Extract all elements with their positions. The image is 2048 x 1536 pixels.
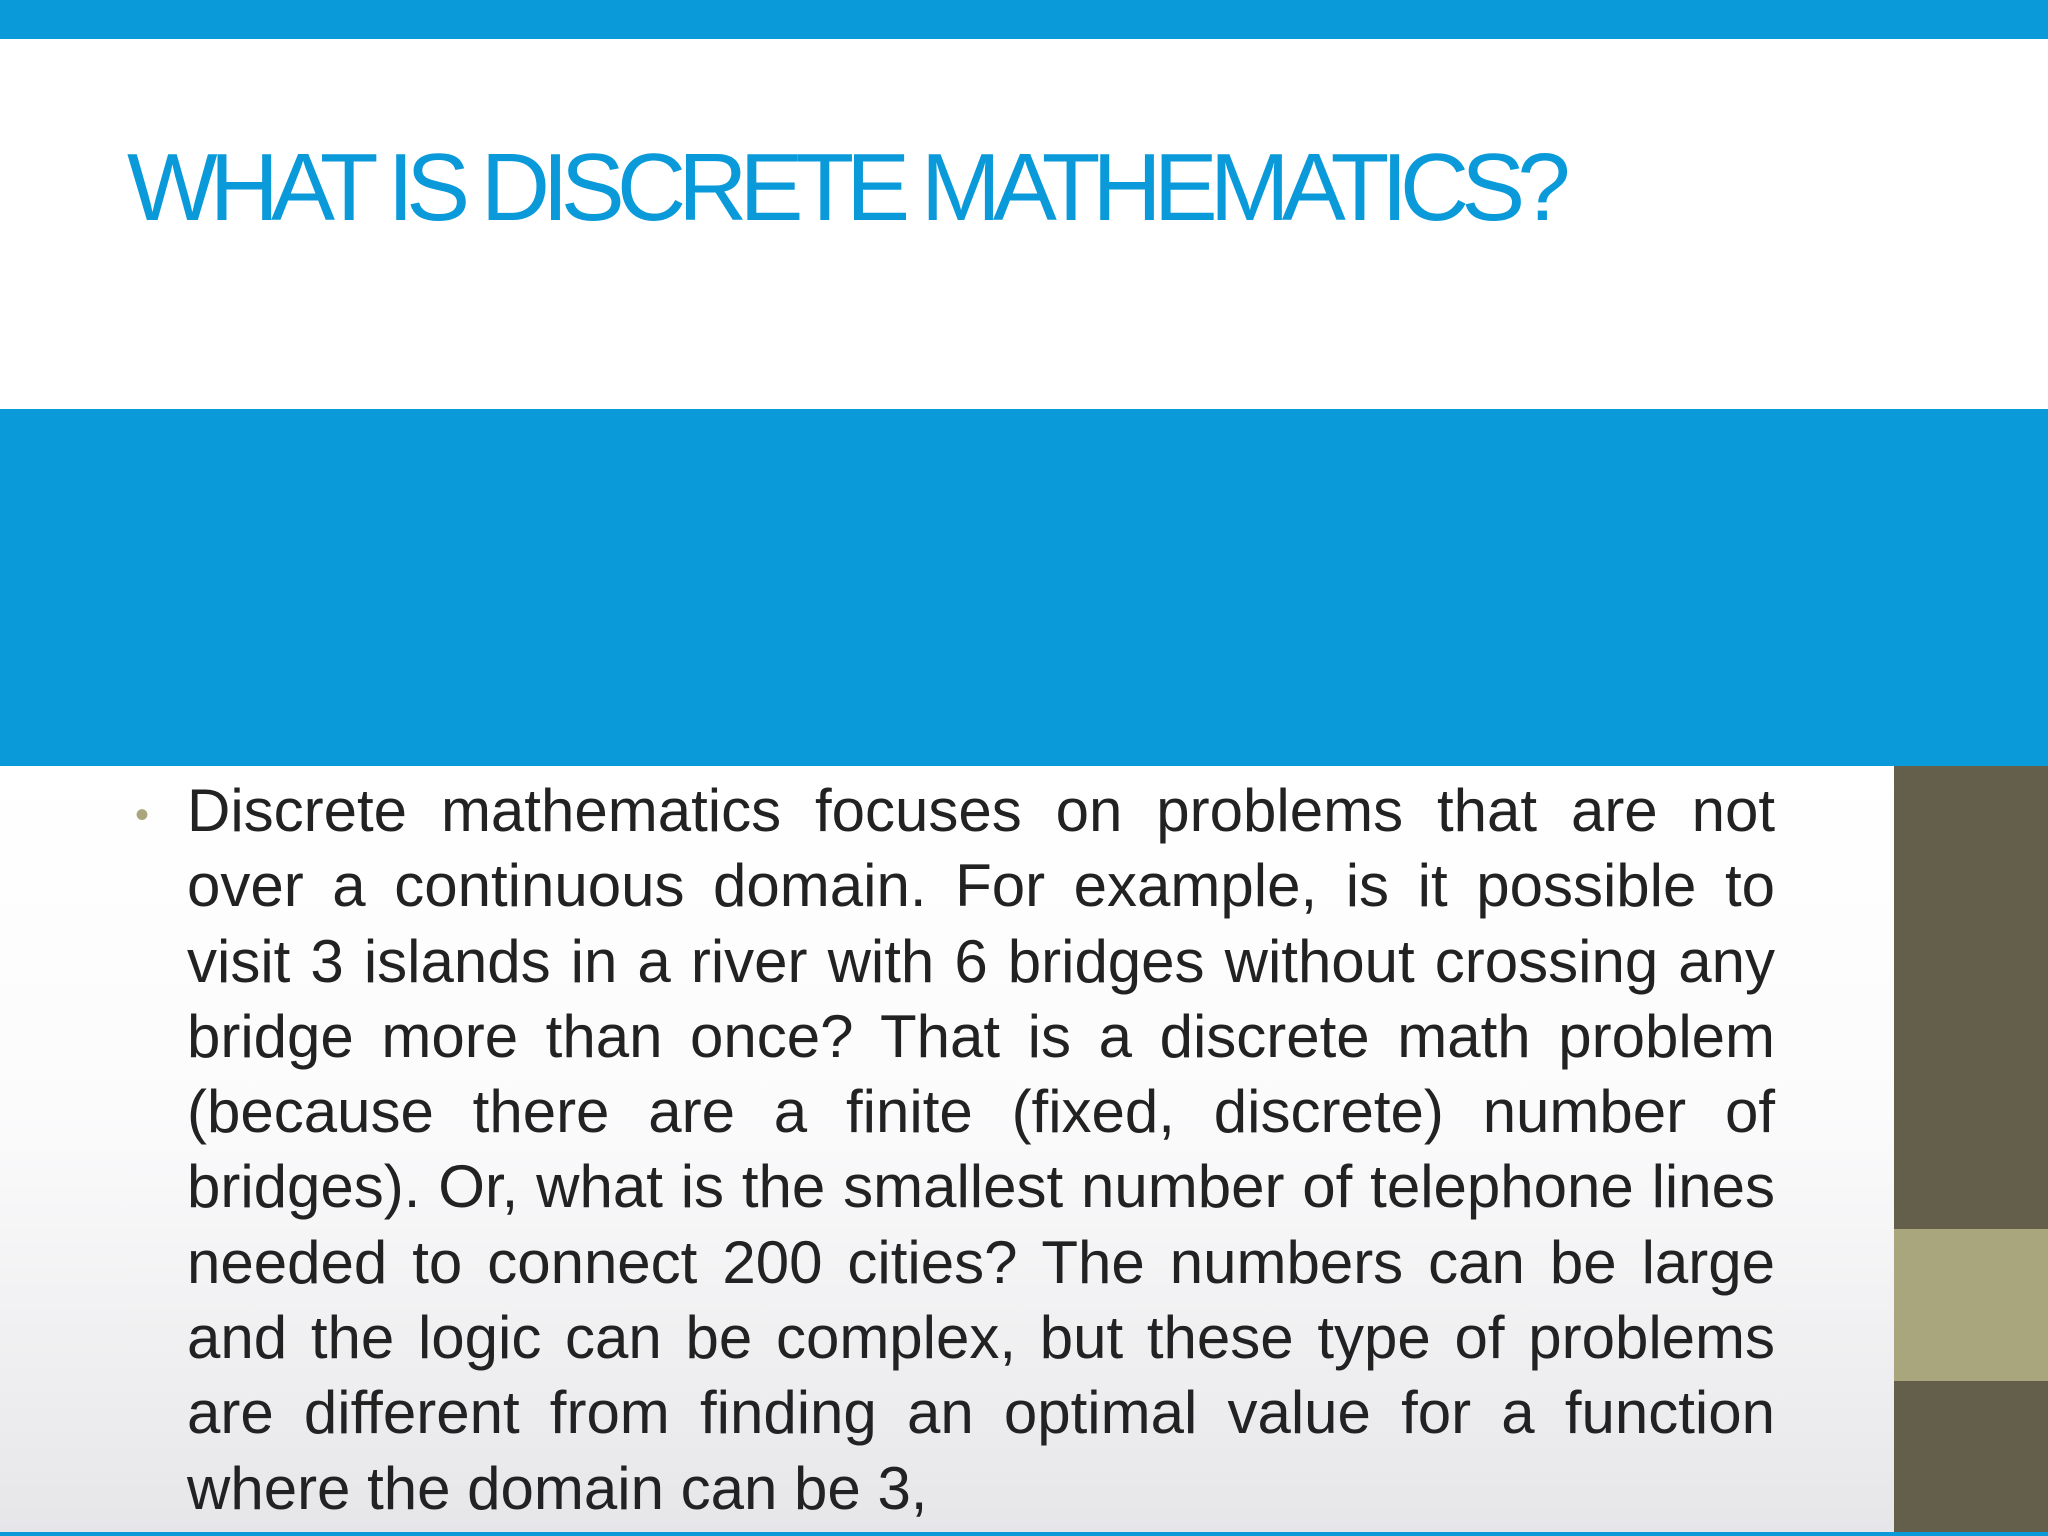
slide-title: WHAT IS DISCRETE MATHEMATICS?: [127, 134, 1563, 241]
side-block-dark-top: [1894, 766, 2048, 1229]
side-block-light: [1894, 1229, 2048, 1381]
bullet-marker: •: [135, 793, 150, 837]
bottom-accent-line: [0, 1532, 2048, 1536]
bullet-text: Discrete mathematics focuses on problems that are not over a continuous domain. For example, is it possible to visit 3 islands in a river with 6 bridges without crossing any bridge more than once? That is a discrete math problem (because there are a finite (fixed, discrete) number of bridges). Or, what is the smallest number of telephone lines needed to connect 200 cities? The numbers can be large and the logic can be complex, but these type of problems are different from finding an optimal value for a function where the domain can be 3,: [187, 777, 1775, 1522]
side-block-dark-bottom: [1894, 1381, 2048, 1536]
top-accent-bar: [0, 0, 2048, 39]
blue-band: [0, 409, 2048, 766]
